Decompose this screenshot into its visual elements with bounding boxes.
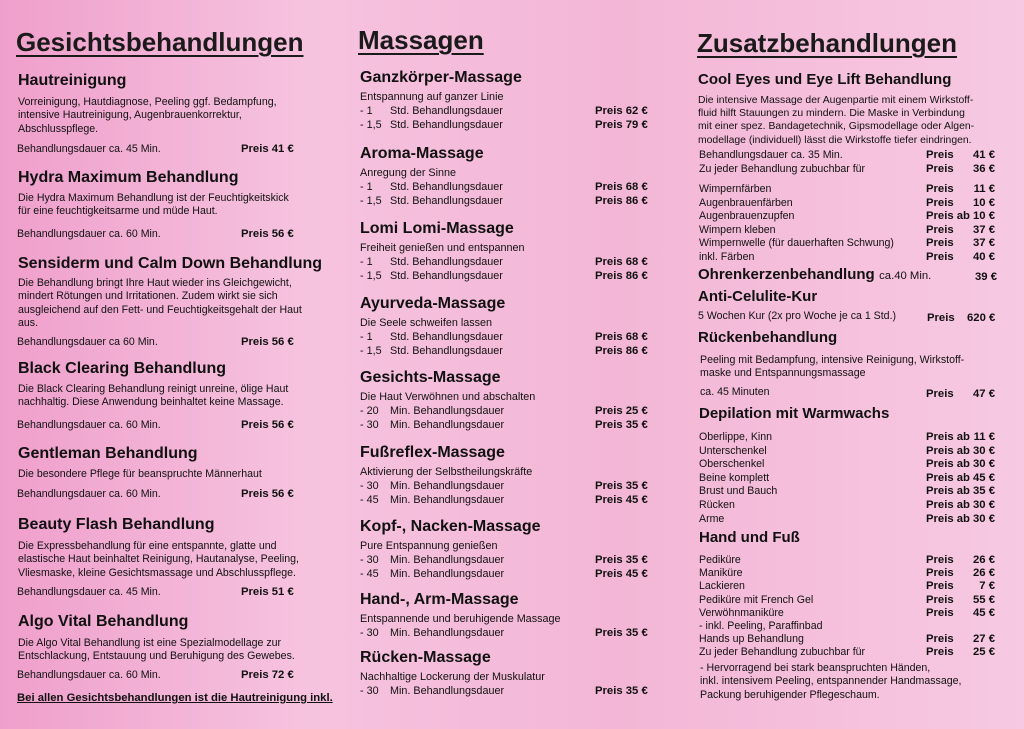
- ohrenkerzen-title: Ohrenkerzenbehandlung: [698, 266, 875, 283]
- treatment-price: Preis 56 €: [241, 488, 294, 500]
- price-row-value: 35 €: [973, 485, 995, 498]
- massage-price: Preis 68 €: [595, 181, 648, 193]
- price-row-preis: Preis ab: [926, 485, 970, 498]
- price-row-value: 26 €: [973, 567, 995, 580]
- treatment-title: Sensiderm und Calm Down Behandlung: [18, 255, 323, 272]
- price-row-preis: Preis: [926, 162, 954, 175]
- price-row-label: Pediküre: [699, 554, 741, 566]
- price-row-preis: Preis ab: [926, 458, 970, 471]
- massage-price: Preis 79 €: [595, 118, 648, 131]
- massage-price: Preis 45 €: [595, 493, 648, 506]
- duration-text: Std. Behandlungsdauer: [390, 331, 503, 343]
- duration-prefix: - 1,5: [360, 118, 382, 131]
- price-row-value: 40 €: [973, 250, 995, 263]
- treatment-duration: Behandlungsdauer ca. 45 Min.: [17, 143, 161, 155]
- footnote: Bei allen Gesichtsbehandlungen ist die Hautreinigung inkl.: [17, 692, 333, 704]
- duration-prefix: - 1,5: [360, 269, 382, 282]
- heading-massagen: Massagen: [358, 25, 484, 55]
- massage-price: Preis 86 €: [595, 344, 648, 357]
- price-row-value: 25 €: [973, 646, 995, 659]
- ohrenkerzen-row: [698, 266, 931, 284]
- price-row-preis: Preis: [926, 149, 954, 161]
- price-row-value: 26 €: [973, 554, 995, 566]
- price-row-preis: Preis ab: [926, 471, 970, 484]
- price-row-label: Wimpernwelle (für dauerhaften Schwung): [699, 237, 894, 249]
- price-row-preis: Preis ab: [926, 431, 970, 443]
- price-row-value: 41 €: [973, 149, 995, 161]
- price-row-label: Zu jeder Behandlung zubuchbar für: [699, 162, 866, 175]
- price-row-value: 55 €: [973, 593, 995, 606]
- treatment-price: Preis 56 €: [241, 336, 294, 348]
- treatment-duration: Behandlungsdauer ca 60 Min.: [17, 336, 158, 348]
- price-row-label: - inkl. Peeling, Paraffinbad: [699, 620, 823, 632]
- duration-text: Min. Behandlungsdauer: [390, 685, 505, 697]
- treatment-desc: Die besondere Pflege für beanspruchte Männerhaut: [18, 468, 262, 480]
- duration-prefix: - 1,5: [360, 194, 382, 207]
- price-row-label: inkl. Färben: [699, 250, 755, 263]
- duration-prefix: - 30: [360, 418, 379, 431]
- ruecken-dur: ca. 45 Minuten: [700, 386, 770, 398]
- price-row-preis: Preis: [926, 633, 954, 646]
- massage-price: Preis 35 €: [595, 554, 648, 566]
- duration-prefix: - 30: [360, 480, 379, 492]
- price-row-value: 11 €: [973, 431, 995, 443]
- duration-text: Std. Behandlungsdauer: [390, 181, 503, 193]
- price-row-preis: Preis: [926, 580, 954, 593]
- price-row-value: 27 €: [973, 633, 995, 646]
- ruecken-price: 47 €: [973, 388, 995, 400]
- price-row-value: 11 €: [973, 183, 995, 195]
- hand-fuss-note: - Hervorragend bei stark beanspruchten Händen, inkl. intensivem Peeling, entspannender Handmassage, Packung beruhigender Pflegeschaum.: [700, 662, 962, 701]
- massage-title: Ganzkörper-Massage: [360, 69, 522, 86]
- ohrenkerzen-price: 39 €: [975, 271, 997, 283]
- duration-prefix: - 45: [360, 493, 379, 506]
- price-row-value: 10 €: [973, 210, 995, 222]
- massage-price: Preis 35 €: [595, 627, 648, 639]
- duration-text: Min. Behandlungsdauer: [390, 567, 505, 580]
- price-row-label: Wimpern kleben: [699, 223, 776, 236]
- price-row-preis: Preis: [926, 606, 954, 619]
- massage-title: Hand-, Arm-Massage: [360, 591, 519, 608]
- massage-title: Kopf-, Nacken-Massage: [360, 518, 541, 535]
- duration-text: Std. Behandlungsdauer: [390, 269, 503, 282]
- price-row-preis: Preis: [926, 223, 954, 236]
- price-row-label: Oberschenkel: [699, 458, 765, 471]
- duration-text: Min. Behandlungsdauer: [390, 405, 505, 417]
- price-row-label: Hands up Behandlung: [699, 633, 804, 646]
- massage-price: Preis 45 €: [595, 567, 648, 580]
- price-row-preis: Preis ab: [926, 512, 970, 525]
- duration-text: Std. Behandlungsdauer: [390, 105, 503, 117]
- treatment-price: Preis 41 €: [241, 143, 294, 155]
- price-row-value: 30 €: [973, 458, 995, 471]
- price-row-value: 30 €: [973, 512, 995, 525]
- price-row-label: Unterschenkel: [699, 444, 767, 457]
- massage-price: Preis 35 €: [595, 480, 648, 492]
- price-row-value: 45 €: [973, 471, 995, 484]
- celulite-preis: Preis: [927, 312, 955, 324]
- duration-prefix: - 1: [360, 181, 373, 193]
- price-row-label: Beine komplett: [699, 471, 770, 484]
- duration-text: Min. Behandlungsdauer: [390, 480, 505, 492]
- treatment-desc: Die Behandlung bringt Ihre Haut wieder ins Gleichgewicht, mindert Rötungen und Irritationen. Zudem wirkt sie sich ausgleichend auf den Fett- und Feuchtigkeitsgehalt der Haut aus.: [18, 277, 302, 329]
- treatment-duration: Behandlungsdauer ca. 60 Min.: [17, 669, 161, 681]
- massage-price: Preis 68 €: [595, 331, 648, 343]
- treatment-price: Preis 51 €: [241, 586, 294, 598]
- price-row-value: 37 €: [973, 237, 995, 249]
- ohrenkerzen-dur: ca.40 Min.: [879, 270, 932, 282]
- celulite-title: Anti-Celulite-Kur: [698, 288, 818, 305]
- celulite-price: 620 €: [967, 312, 996, 324]
- celulite-desc: 5 Wochen Kur (2x pro Woche je ca 1 Std.): [698, 310, 897, 322]
- price-row-value: 30 €: [973, 499, 995, 511]
- massage-price: Preis 62 €: [595, 105, 648, 117]
- massage-subtitle: Entspannung auf ganzer Linie: [360, 91, 504, 103]
- price-row-value: 37 €: [973, 223, 995, 236]
- price-row-preis: Preis ab: [926, 499, 970, 511]
- depilation-title: Depilation mit Warmwachs: [699, 405, 890, 422]
- massage-price: Preis 68 €: [595, 256, 648, 268]
- duration-text: Std. Behandlungsdauer: [390, 194, 503, 207]
- treatment-title: Black Clearing Behandlung: [18, 360, 227, 377]
- price-row-preis: Preis: [926, 593, 954, 606]
- treatment-desc: Vorreinigung, Hautdiagnose, Peeling ggf. Bedampfung, intensive Hautreinigung, Augenbrauenkorrektur, Abschlusspflege.: [18, 96, 277, 135]
- price-row-value: 30 €: [973, 444, 995, 457]
- massage-subtitle: Pure Entspannung genießen: [360, 540, 498, 552]
- heading-gesichtsbehandlungen: Gesichtsbehandlungen: [16, 27, 304, 57]
- treatment-title: Algo Vital Behandlung: [18, 613, 189, 630]
- massage-title: Aroma-Massage: [360, 145, 484, 162]
- massage-subtitle: Die Seele schweifen lassen: [360, 317, 493, 329]
- duration-prefix: - 1: [360, 105, 373, 117]
- treatment-title: Gentleman Behandlung: [18, 445, 198, 462]
- duration-prefix: - 30: [360, 554, 379, 566]
- massage-subtitle: Aktivierung der Selbstheilungskräfte: [360, 466, 533, 478]
- treatment-price: Preis 56 €: [241, 228, 294, 240]
- price-row-label: Verwöhnmaniküre: [699, 606, 784, 619]
- treatment-duration: Behandlungsdauer ca. 45 Min.: [17, 586, 161, 598]
- price-row-label: Maniküre: [699, 567, 743, 580]
- price-row-preis: Preis: [926, 237, 954, 249]
- price-row-preis: Preis: [926, 646, 954, 659]
- massage-title: Rücken-Massage: [360, 649, 491, 666]
- price-row-preis: Preis: [926, 196, 954, 209]
- duration-text: Min. Behandlungsdauer: [390, 493, 505, 506]
- treatment-duration: Behandlungsdauer ca. 60 Min.: [17, 488, 161, 500]
- price-row-label: Augenbrauenzupfen: [699, 210, 795, 222]
- price-row-preis: Preis: [926, 250, 954, 263]
- treatment-price: Preis 72 €: [241, 669, 294, 681]
- duration-prefix: - 30: [360, 685, 379, 697]
- duration-prefix: - 1: [360, 256, 373, 268]
- price-row-label: Oberlippe, Kinn: [699, 431, 773, 443]
- price-row-preis: Preis ab: [926, 444, 970, 457]
- price-row-value: 36 €: [973, 162, 995, 175]
- cool-eyes-desc: Die intensive Massage der Augenpartie mit einem Wirkstoff- fluid hilft Stauungen zu mindern. Die Maske in Verbindung mit einer spez. Bandagetechnik, Gipsmodellage oder Algen- modellage (individuell) lässt die Wirkstoffe tiefer eindringen.: [698, 95, 975, 146]
- massage-subtitle: Anregung der Sinne: [360, 167, 457, 179]
- massage-price: Preis 25 €: [595, 405, 648, 417]
- massage-price: Preis 86 €: [595, 194, 648, 207]
- massage-subtitle: Freiheit genießen und entspannen: [360, 242, 525, 254]
- price-row-value: 10 €: [973, 196, 995, 209]
- treatment-desc: Die Black Clearing Behandlung reinigt unreine, ölige Haut nachhaltig. Diese Anwendung beinhaltet keine Massage.: [18, 383, 289, 409]
- treatment-desc: Die Hydra Maximum Behandlung ist der Feuchtigkeitskick für eine feuchtigkeitsarme und müde Haut.: [18, 192, 289, 218]
- price-row-label: Pediküre mit French Gel: [699, 593, 814, 606]
- price-row-label: Brust und Bauch: [699, 485, 778, 498]
- ruecken-preis: Preis: [926, 388, 954, 400]
- massage-title: Lomi Lomi-Massage: [360, 220, 514, 237]
- massage-price: Preis 35 €: [595, 418, 648, 431]
- duration-text: Min. Behandlungsdauer: [390, 418, 505, 431]
- price-row-label: Rücken: [699, 499, 735, 511]
- price-row-value: 45 €: [973, 606, 995, 619]
- price-row-label: Lackieren: [699, 580, 745, 593]
- treatment-title: Hydra Maximum Behandlung: [18, 169, 239, 186]
- massage-title: Gesichts-Massage: [360, 369, 501, 386]
- treatment-desc: Die Expressbehandlung für eine entspannte, glatte und elastische Haut beinhaltet Reinigung, Hautanalyse, Peeling, Vliesmaske, kleine Gesichtsmassage und Abschlusspflege.: [18, 540, 299, 579]
- treatment-title: Hautreinigung: [18, 72, 127, 89]
- cool-eyes-title: Cool Eyes und Eye Lift Behandlung: [698, 71, 952, 88]
- massage-title: Ayurveda-Massage: [360, 295, 506, 312]
- duration-prefix: - 30: [360, 627, 379, 639]
- price-row-label: Arme: [699, 512, 725, 525]
- price-row-label: Behandlungsdauer ca. 35 Min.: [699, 149, 843, 161]
- price-row-label: Wimpernfärben: [699, 183, 772, 195]
- ruecken-title: Rückenbehandlung: [698, 329, 838, 346]
- massage-subtitle: Nachhaltige Lockerung der Muskulatur: [360, 671, 545, 683]
- duration-text: Std. Behandlungsdauer: [390, 344, 503, 357]
- ruecken-desc: Peeling mit Bedampfung, intensive Reinigung, Wirkstoff- maske und Entspannungsmassage: [700, 354, 965, 380]
- duration-text: Std. Behandlungsdauer: [390, 256, 503, 268]
- massage-price: Preis 35 €: [595, 685, 648, 697]
- price-row-preis: Preis: [926, 554, 954, 566]
- duration-prefix: - 45: [360, 567, 379, 580]
- massage-subtitle: Entspannende und beruhigende Massage: [360, 613, 561, 625]
- treatment-title: Beauty Flash Behandlung: [18, 516, 215, 533]
- price-row-value: 7 €: [979, 580, 995, 593]
- treatment-duration: Behandlungsdauer ca. 60 Min.: [17, 228, 161, 240]
- heading-zusatzbehandlungen: Zusatzbehandlungen: [697, 28, 957, 58]
- treatment-duration: Behandlungsdauer ca. 60 Min.: [17, 419, 161, 431]
- duration-text: Min. Behandlungsdauer: [390, 627, 505, 639]
- duration-prefix: - 1,5: [360, 344, 382, 357]
- price-row-label: Augenbrauenfärben: [699, 196, 793, 209]
- price-row-preis: Preis ab: [926, 210, 970, 222]
- duration-text: Min. Behandlungsdauer: [390, 554, 505, 566]
- massage-subtitle: Die Haut Verwöhnen und abschalten: [360, 391, 536, 403]
- treatment-price: Preis 56 €: [241, 419, 294, 431]
- treatment-desc: Die Algo Vital Behandlung ist eine Spezialmodellage zur Entschlackung, Entstauung und Beruhigung des Gewebes.: [18, 637, 295, 663]
- price-row-preis: Preis: [926, 567, 954, 580]
- massage-price: Preis 86 €: [595, 269, 648, 282]
- price-row-preis: Preis: [926, 183, 954, 195]
- duration-prefix: - 20: [360, 405, 379, 417]
- duration-prefix: - 1: [360, 331, 373, 343]
- massage-title: Fußreflex-Massage: [360, 444, 505, 461]
- hand-fuss-title: Hand und Fuß: [699, 529, 800, 546]
- price-row-label: Zu jeder Behandlung zubuchbar für: [699, 646, 866, 659]
- duration-text: Std. Behandlungsdauer: [390, 118, 503, 131]
